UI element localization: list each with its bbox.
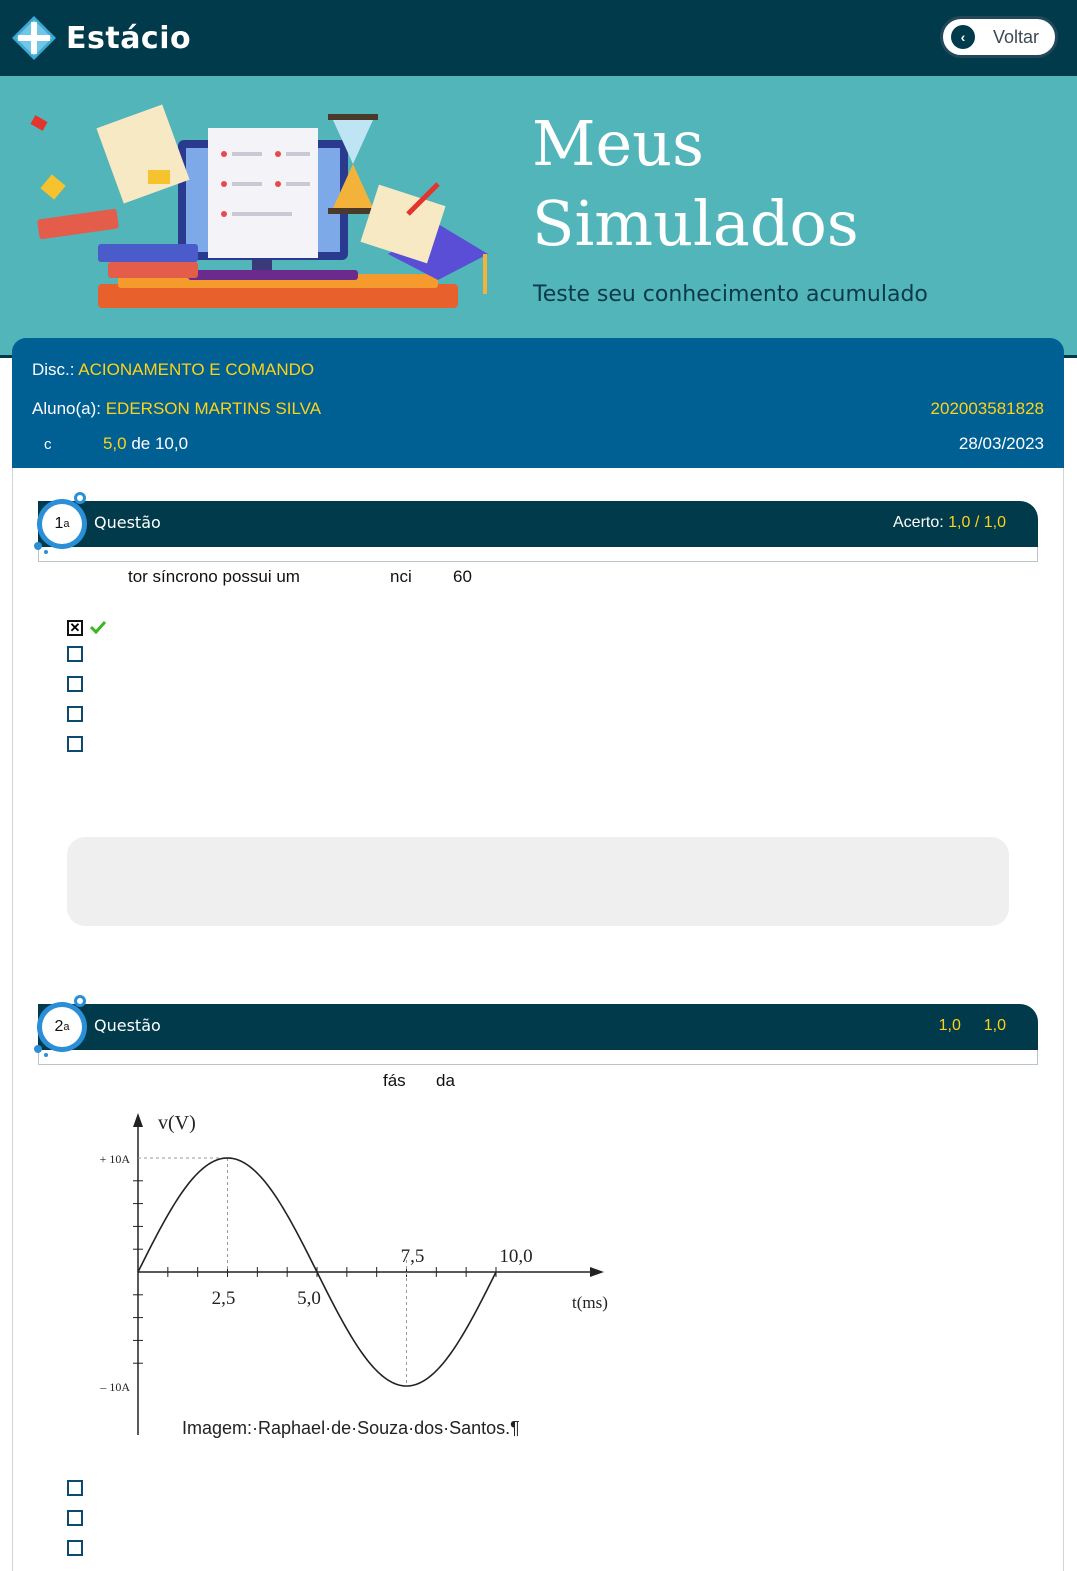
- question-1-option-c-checkbox[interactable]: [67, 676, 83, 692]
- question-1-score: [893, 514, 1006, 532]
- student-row: [32, 399, 321, 419]
- y-axis-label: v(V): [158, 1112, 196, 1134]
- x-tick-label-5-0: 5,0: [297, 1288, 321, 1309]
- figure-caption: Imagem:·Raphael·de·Souza·dos·Santos.¶: [182, 1418, 520, 1438]
- hero-banner: [0, 76, 1077, 358]
- exam-date: 28/03/2023: [958, 434, 1044, 453]
- correct-check-icon: [90, 620, 106, 634]
- question-2-text-part2: da: [436, 1071, 455, 1090]
- y-tick-label-pos: + 10A: [99, 1152, 130, 1166]
- exam-info-panel: [12, 338, 1064, 468]
- registration-number: 202003581828: [930, 399, 1044, 418]
- question-1-score-label: Acerto:: [893, 514, 944, 531]
- question-1-score-value: 1,0: [948, 514, 971, 531]
- back-button-label: Voltar: [993, 26, 1040, 47]
- score-value: 5,0: [102, 434, 127, 453]
- question-2-number-text: 2: [54, 1018, 64, 1035]
- question-2-text-part1: fás: [383, 1071, 406, 1090]
- study-illustration-icon: [28, 104, 518, 334]
- estacio-logo-icon: [10, 14, 58, 62]
- question-1-option-b-checkbox[interactable]: [67, 646, 83, 662]
- question-1-header: [38, 501, 1038, 547]
- x-tick-label-10-0: 10,0: [499, 1246, 533, 1267]
- y-tick-label-neg: – 10A: [100, 1380, 130, 1394]
- hero-title: [532, 104, 859, 264]
- question-1-text-part3: 60: [453, 567, 472, 586]
- x-axis-arrow: [590, 1267, 604, 1277]
- student-label: Aluno(a):: [32, 399, 101, 418]
- question-1-underline: [38, 547, 1038, 562]
- question-1-label: Questão: [94, 513, 161, 532]
- y-axis-arrow: [133, 1113, 143, 1127]
- x-axis-label: t(ms): [572, 1293, 608, 1312]
- question-2-score-value: 1,0: [938, 1017, 961, 1034]
- question-1-text-part1: tor síncrono possui um: [128, 567, 300, 586]
- question-1-ordinal: a: [63, 518, 70, 530]
- question-2-score-total: 1,0: [983, 1017, 1006, 1034]
- question-2-number: [46, 1011, 78, 1043]
- top-bar: [0, 0, 1077, 76]
- question-1-score-total: 1,0: [983, 514, 1006, 531]
- question-2-score: [939, 1017, 1006, 1035]
- answer-explanation-box: [67, 837, 1009, 926]
- score-row: [44, 434, 188, 454]
- question-1-badge: [28, 490, 92, 554]
- question-1-option-e-checkbox[interactable]: [67, 736, 83, 752]
- discipline-value: ACIONAMENTO E COMANDO: [78, 360, 315, 379]
- question-2-badge: [28, 993, 92, 1057]
- question-2-header: [38, 1004, 1038, 1050]
- hero-title-line2: Simulados: [532, 187, 859, 260]
- question-1-number: [46, 508, 78, 540]
- question-2-underline: [38, 1050, 1038, 1065]
- x-tick-label-7-5: 7,5: [400, 1246, 425, 1267]
- question-2-ordinal: a: [63, 1021, 70, 1033]
- logo-text: Estácio: [66, 20, 192, 56]
- question-2-label: Questão: [94, 1016, 161, 1035]
- x-tick-label-2-5: 2,5: [211, 1288, 236, 1309]
- question-1-text-part2: nci: [390, 567, 412, 586]
- question-1-number-text: 1: [54, 515, 64, 532]
- question-1-option-a-checkbox[interactable]: ✕: [67, 620, 83, 636]
- question-2-option-c-checkbox[interactable]: [67, 1540, 83, 1556]
- discipline-row: [32, 360, 314, 380]
- student-value: EDERSON MARTINS SILVA: [105, 399, 322, 418]
- score-total: de 10,0: [131, 434, 189, 453]
- question-1-option-d-checkbox[interactable]: [67, 706, 83, 722]
- hero-subtitle: Teste seu conhecimento acumulado: [533, 282, 928, 307]
- chevron-left-icon: ‹: [951, 25, 975, 49]
- waveform-chart: [96, 1105, 616, 1455]
- discipline-label: Disc.:: [32, 360, 75, 379]
- estacio-logo[interactable]: [10, 14, 191, 62]
- hero-title-line1: Meus: [532, 107, 704, 180]
- question-2-option-a-checkbox[interactable]: [67, 1480, 83, 1496]
- question-1-score-sep: /: [974, 514, 980, 531]
- score-label: c: [44, 436, 52, 453]
- back-button[interactable]: [940, 16, 1058, 58]
- question-2-option-b-checkbox[interactable]: [67, 1510, 83, 1526]
